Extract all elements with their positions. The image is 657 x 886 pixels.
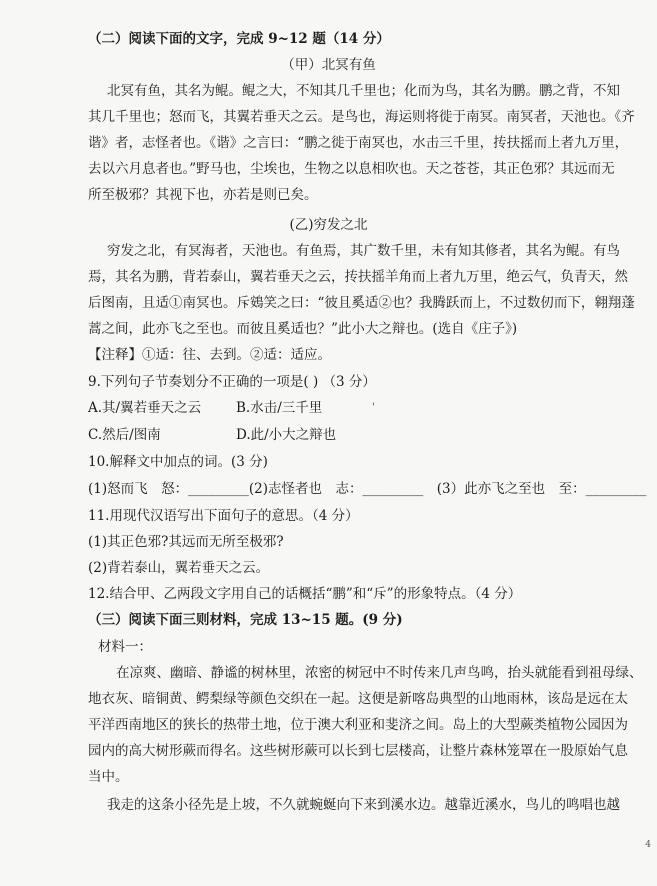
textA-line-3: 谐》者，志怪者也。《谐》之言曰：“鹏之徙于南冥也，水击三千里，抟扶摇而上者九万里， — [88, 135, 629, 151]
material1-line-1: 在凉爽、幽暗、静谧的树林里，浓密的树冠中不时传来几声鸟鸣，抬头就能看到祖母绿、 — [116, 665, 643, 681]
question-9: 9.下列句子节奏划分不正确的一项是( ) （3 分） — [88, 374, 376, 390]
textB-line-1: 穷发之北，有冥海者，天池也。有鱼焉，其广数千里，未有知其修者，其名为鲲。有鸟 — [107, 243, 620, 259]
section2-header: （二）阅读下面的文字，完成 9~12 题（14 分） — [88, 31, 390, 47]
material1-line-2: 地衣灰、暗铜黄、鳄梨绿等颜色交织在一起。这便是新喀岛典型的山地雨林，该岛是远在太 — [88, 691, 628, 707]
textB-title: (乙)穷发之北 — [289, 217, 368, 233]
question-11-item-2: (2)背若泰山，翼若垂天之云。 — [88, 560, 270, 576]
q9-option-b: B.水击/三千里 — [236, 400, 323, 416]
section3-header: （三）阅读下面三则材料，完成 13~15 题。(9 分) — [88, 612, 403, 628]
textA-title: （甲）北冥有鱼 — [281, 57, 376, 73]
textA-line-1: 北冥有鱼，其名为鲲。鲲之大，不知其几千里也；化而为鸟，其名为鹏。鹏之背，不知 — [107, 83, 620, 99]
textB-line-3: 后图南，且适①南冥也。斥鴳笑之曰：“彼且奚适②也？我腾跃而上，不过数仞而下，翱翔蓬 — [88, 295, 635, 311]
textB-line-4: 蒿之间，此亦飞之至也。而彼且奚适也？”此小大之辩也。(选自《庄子》) — [88, 321, 518, 337]
material1-label: 材料一： — [98, 639, 152, 655]
page-number: 4 — [645, 840, 651, 850]
material1-last-line: 我走的这条小径先是上坡，不久就蜿蜒向下来到溪水边。越靠近溪水，鸟儿的鸣唱也越 — [107, 797, 620, 813]
material1-line-3: 平洋西南地区的狭长的热带土地，位于澳大利亚和斐济之间。岛上的大型蕨类植物公园因为 — [88, 717, 628, 733]
stray-mark: ' — [372, 402, 375, 413]
q9-option-d: D.此/小大之辩也 — [236, 427, 337, 443]
textA-line-5: 所至极邪？其视下也，亦若是则已矣。 — [88, 187, 318, 203]
q9-option-c: C.然后/图南 — [88, 427, 161, 443]
textA-line-2: 其几千里也；怒而飞，其翼若垂天之云。是鸟也，海运则将徙于南冥。南冥者，天池也。《齐 — [88, 109, 635, 125]
question-10-items: (1)怒而飞 怒：_________(2)志怪者也 志：_________ (3）此亦飞之至也 至：_________ — [88, 481, 647, 497]
material1-line-4: 园内的高大树形蕨而得名。这些树形蕨可以长到七层楼高，让整片森林笼罩在一股原始气息 — [88, 743, 628, 759]
question-11-item-1: (1)其正色邪?其远而无所至极邪? — [88, 534, 284, 550]
textB-line-2: 焉，其名为鹏，背若泰山，翼若垂天之云，抟扶摇羊角而上者九万里，绝云气，负青天，然 — [88, 269, 628, 285]
material1-line-5: 当中。 — [88, 769, 129, 785]
annotation-note: 【注释】①适：往、去到。②适：适应。 — [88, 347, 331, 363]
textA-line-4: 去以六月息者也。”野马也，尘埃也，生物之以息相吹也。天之苍苍，其正色邪？其远而无 — [88, 161, 615, 177]
question-10: 10.解释文中加点的词。(3 分) — [88, 454, 268, 470]
question-11: 11.用现代汉语写出下面句子的意思。（4 分） — [88, 508, 359, 524]
question-12: 12.结合甲、乙两段文字用自己的话概括“鹏”和“斥”的形象特点。（4 分） — [88, 586, 522, 602]
q9-option-a: A.其/翼若垂天之云 — [88, 400, 202, 416]
